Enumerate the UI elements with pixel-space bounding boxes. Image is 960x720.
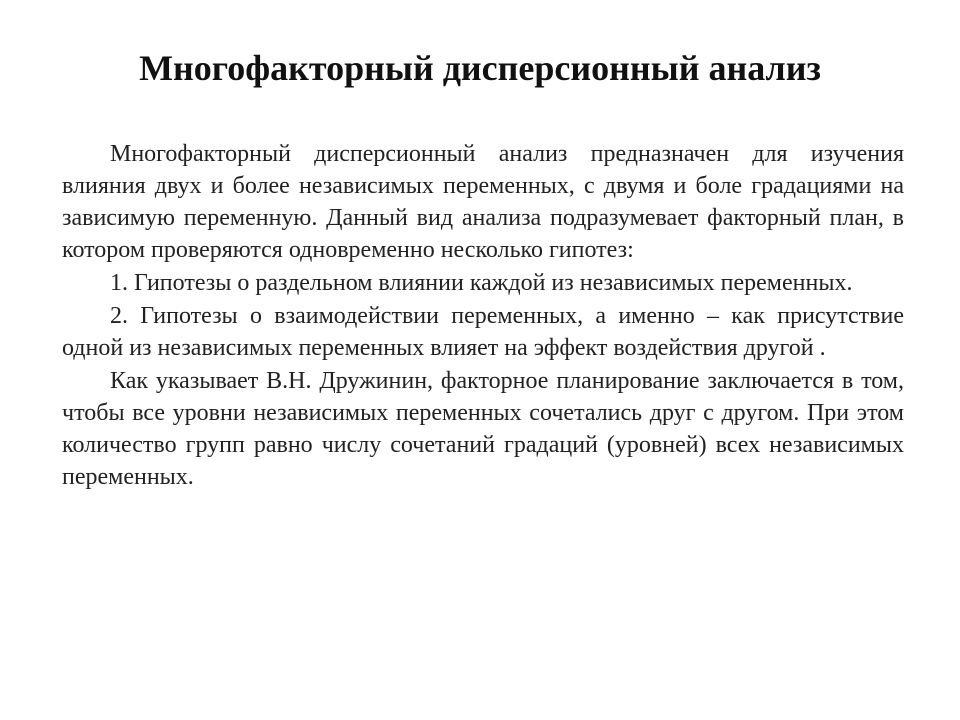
paragraph-hypothesis-2: 2. Гипотезы о взаимодействии переменных, а именно – как присутствие одной из независимых переменных влияет на эффект воздействия другой . [62,303,904,361]
slide-body [62,138,904,493]
slide-title: Многофакторный дисперсионный анализ [139,48,821,88]
paragraph-druzhinin: Как указывает В.Н. Дружинин, факторное планирование заключается в том, чтобы все уровни независимых переменных сочетались друг с другом. При этом количество групп равно числу сочетаний градаций (уровней) всех независимых переменных. [62,368,904,490]
paragraph-intro: Многофакторный дисперсионный анализ предназначен для изучения влияния двух и более независимых переменных, с двумя и боле градациями на зависимую переменную. Данный вид анализа подразумевает факторный план, в котором проверяются одновременно несколько гипотез: [62,141,904,263]
paragraph-hypothesis-1: 1. Гипотезы о раздельном влиянии каждой из независимых переменных. [110,270,853,296]
